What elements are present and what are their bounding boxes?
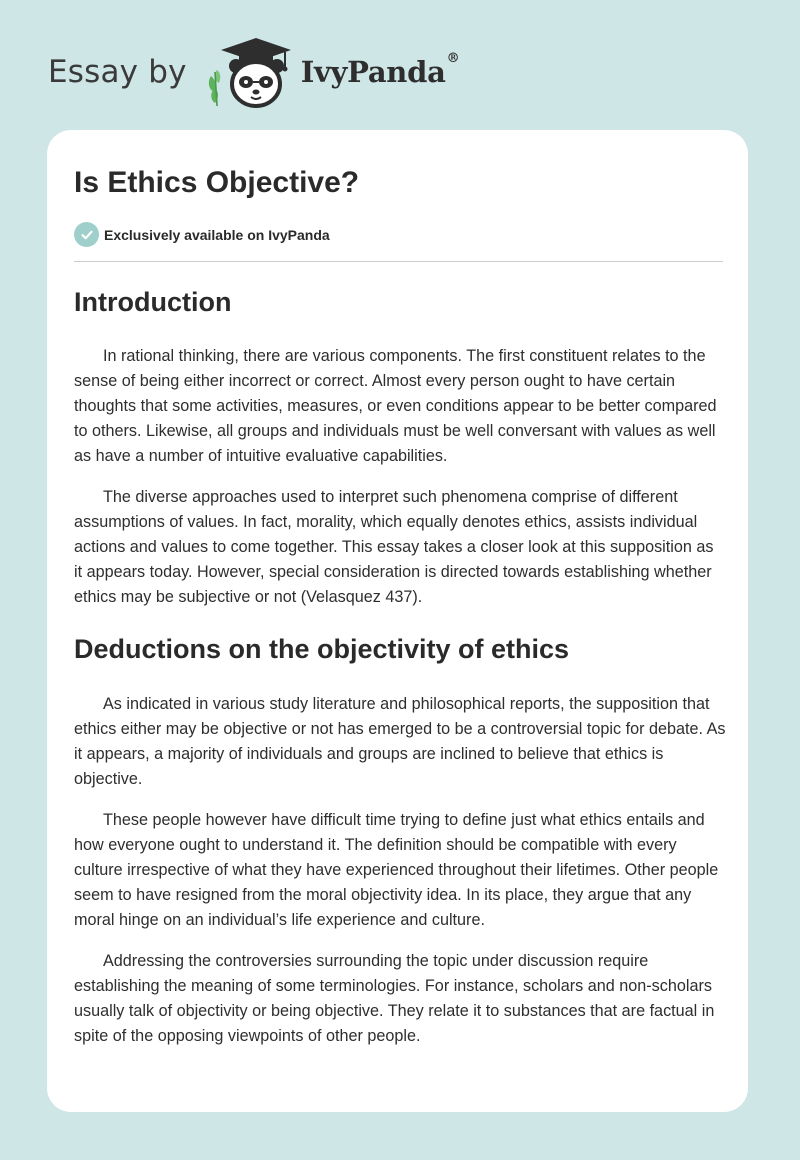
exclusive-badge-label: Exclusively available on IvyPanda	[104, 226, 330, 243]
article-body	[74, 280, 726, 1049]
section-heading-deductions: Deductions on the objectivity of ethics	[74, 634, 570, 664]
leaf-icon	[209, 70, 220, 106]
paragraph: The diverse approaches used to interpret such phenomena comprise of different assumptions of values. In fact, morality, which equally denotes ethics, assists individual actions and values to come together. This essay takes a closer look at this supposition as it appears today. However, special consideration is directed towards establishing whether ethics may be subjective or not (Velasquez 437).	[74, 488, 714, 606]
essay-by-label: Essay by	[48, 54, 187, 90]
exclusive-badge	[74, 222, 330, 247]
section-heading-introduction: Introduction	[74, 287, 232, 317]
registered-mark: ®	[446, 51, 460, 66]
paragraph: In rational thinking, there are various components. The first constituent relates to the sense of being either incorrect or correct. Almost every person ought to have certain thoughts that some activities, measures, or even conditions appear to be better compared to others. Likewise, all groups and individuals must be well conversant with values as well as have a number of intuitive evaluative capabilities.	[74, 347, 717, 465]
paragraph: Addressing the controversies surrounding the topic under discussion require establishing the meaning of some terminologies. For instance, scholars and non-scholars usually talk of objectivity or being objective. They relate it to substances that are factual in spite of the opposing viewpoints of other people.	[74, 952, 715, 1045]
title-divider	[74, 261, 723, 262]
check-circle-icon	[74, 222, 99, 247]
page-title: Is Ethics Objective?	[74, 166, 360, 199]
brand-text: IvyPanda	[300, 55, 446, 89]
essay-card	[47, 130, 748, 1112]
paragraph: These people however have difficult time trying to define just what ethics entails and how everyone ought to understand it. The definition should be compatible with every culture irrespective of what they have experienced throughout their lifetimes. Other people seem to have resigned from the moral objectivity idea. In its place, they argue that any moral hinge on an individual’s life experience and culture.	[74, 811, 719, 929]
panda-logo-icon[interactable]	[201, 32, 297, 112]
paragraph: As indicated in various study literature and philosophical reports, the supposition that ethics either may be objective or not has emerged to be a controversial topic for debate. As it appears, a majority of individuals and groups are inclined to believe that ethics is objective.	[74, 695, 726, 788]
site-header	[48, 32, 459, 112]
brand-name[interactable]	[300, 51, 460, 89]
